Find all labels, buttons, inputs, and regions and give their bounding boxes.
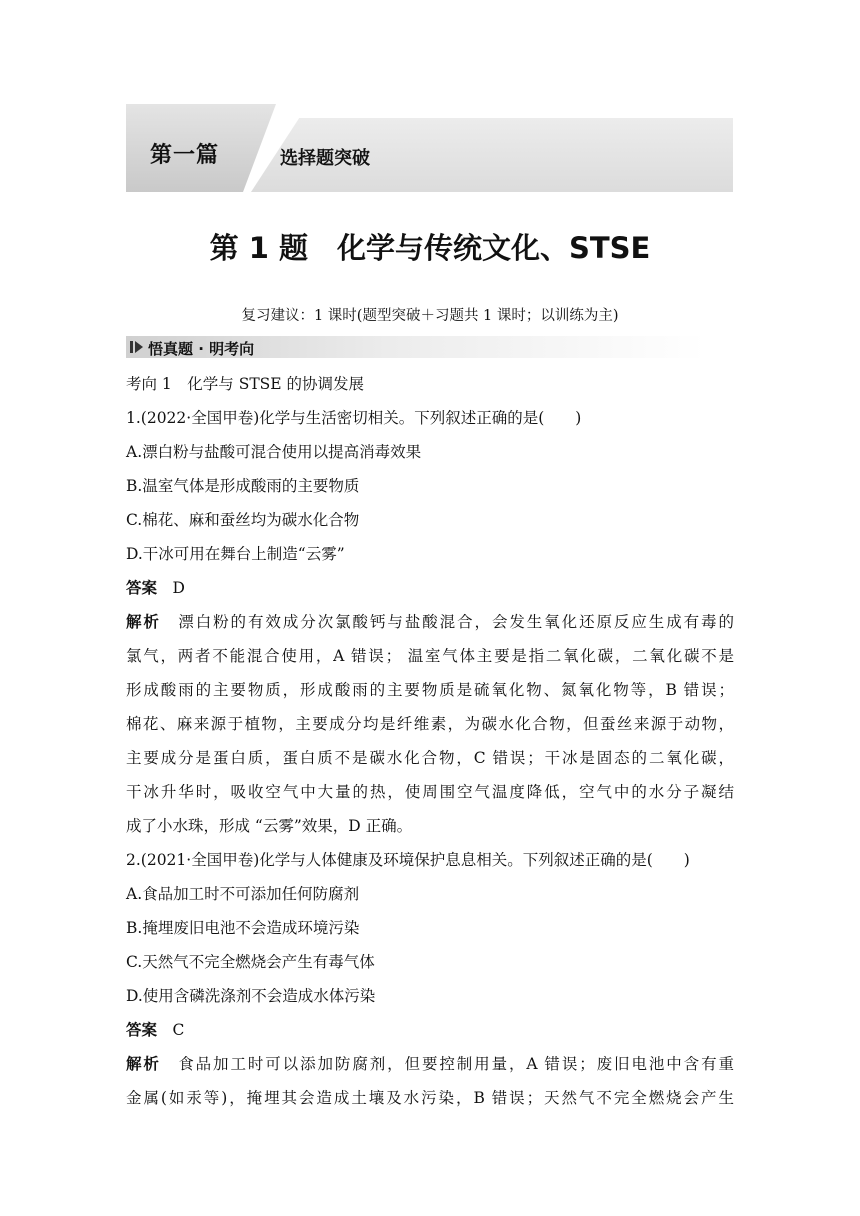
- question-1-option-c: C.棉花、麻和蚕丝均为碳水化合物: [126, 511, 360, 529]
- question-2-analysis-line: 解析 食品加工时可以添加防腐剂，但要控制用量，A 错误；废旧电池中含有重: [126, 1055, 734, 1073]
- answer-label: 答案: [126, 1021, 158, 1039]
- answer-value: C: [172, 1021, 185, 1039]
- question-2-option-c: C.天然气不完全燃烧会产生有毒气体: [126, 953, 375, 971]
- question-2-option-a: A.食品加工时不可添加任何防腐剂: [126, 885, 360, 903]
- question-1-analysis-line: 解析 漂白粉的有效成分次氯酸钙与盐酸混合，会发生氧化还原反应生成有毒的: [126, 613, 734, 631]
- question-1-analysis-line: 干冰升华时，吸收空气中大量的热，使周围空气温度降低，空气中的水分子凝结: [126, 783, 734, 801]
- part-label: 第一篇: [150, 143, 220, 168]
- question-1-analysis-line: 氯气，两者不能混合使用，A 错误； 温室气体主要是指二氧化碳，二氧化碳不是: [126, 647, 734, 665]
- question-2-answer: [126, 1018, 734, 1040]
- question-1-analysis-line: 形成酸雨的主要物质，形成酸雨的主要物质是硫氧化物、氮氧化物等，B 错误；: [126, 681, 734, 699]
- page-title: 第 1 题 化学与传统文化、STSE: [209, 231, 651, 265]
- part-subtitle: 选择题突破: [280, 148, 370, 169]
- question-2-option-d: D.使用含磷洗涤剂不会造成水体污染: [126, 987, 376, 1005]
- exam-direction: 考向 1 化学与 STSE 的协调发展: [126, 375, 365, 393]
- analysis-label: 解析: [126, 1055, 161, 1073]
- answer-label: 答案: [126, 579, 158, 597]
- section-marker-icon: [130, 340, 144, 354]
- question-1-analysis-line: 主要成分是蛋白质，蛋白质不是碳水化合物，C 错误；干冰是固态的二氧化碳，: [126, 749, 734, 767]
- answer-value: D: [172, 579, 185, 597]
- question-2-option-b: B.掩埋废旧电池不会造成环境污染: [126, 919, 360, 937]
- question-2-analysis-line: 金属(如汞等)，掩埋其会造成土壤及水污染，B 错误；天然气不完全燃烧会产生: [126, 1089, 734, 1107]
- analysis-label: 解析: [126, 613, 161, 631]
- review-advice: 复习建议：1 课时(题型突破＋习题共 1 课时；以训练为主): [241, 308, 619, 324]
- question-1-option-a: A.漂白粉与盐酸可混合使用以提高消毒效果: [126, 443, 422, 461]
- part-banner: [126, 104, 733, 192]
- question-2-stem: 2.(2021·全国甲卷)化学与人体健康及环境保护息息相关。下列叙述正确的是( ): [126, 851, 690, 869]
- question-1-analysis-line: 成了小水珠，形成 “云雾”效果，D 正确。: [126, 817, 413, 835]
- question-1-option-d: D.干冰可用在舞台上制造“云雾”: [126, 545, 345, 563]
- question-1-analysis-line: 棉花、麻来源于植物，主要成分均是纤维素，为碳水化合物，但蚕丝来源于动物，: [126, 715, 734, 733]
- question-1-option-b: B.温室气体是形成酸雨的主要物质: [126, 477, 360, 495]
- section-label: 悟真题 · 明考向: [148, 340, 255, 358]
- question-1-answer: [126, 576, 734, 598]
- question-1-stem: 1.(2022·全国甲卷)化学与生活密切相关。下列叙述正确的是( ): [126, 409, 582, 427]
